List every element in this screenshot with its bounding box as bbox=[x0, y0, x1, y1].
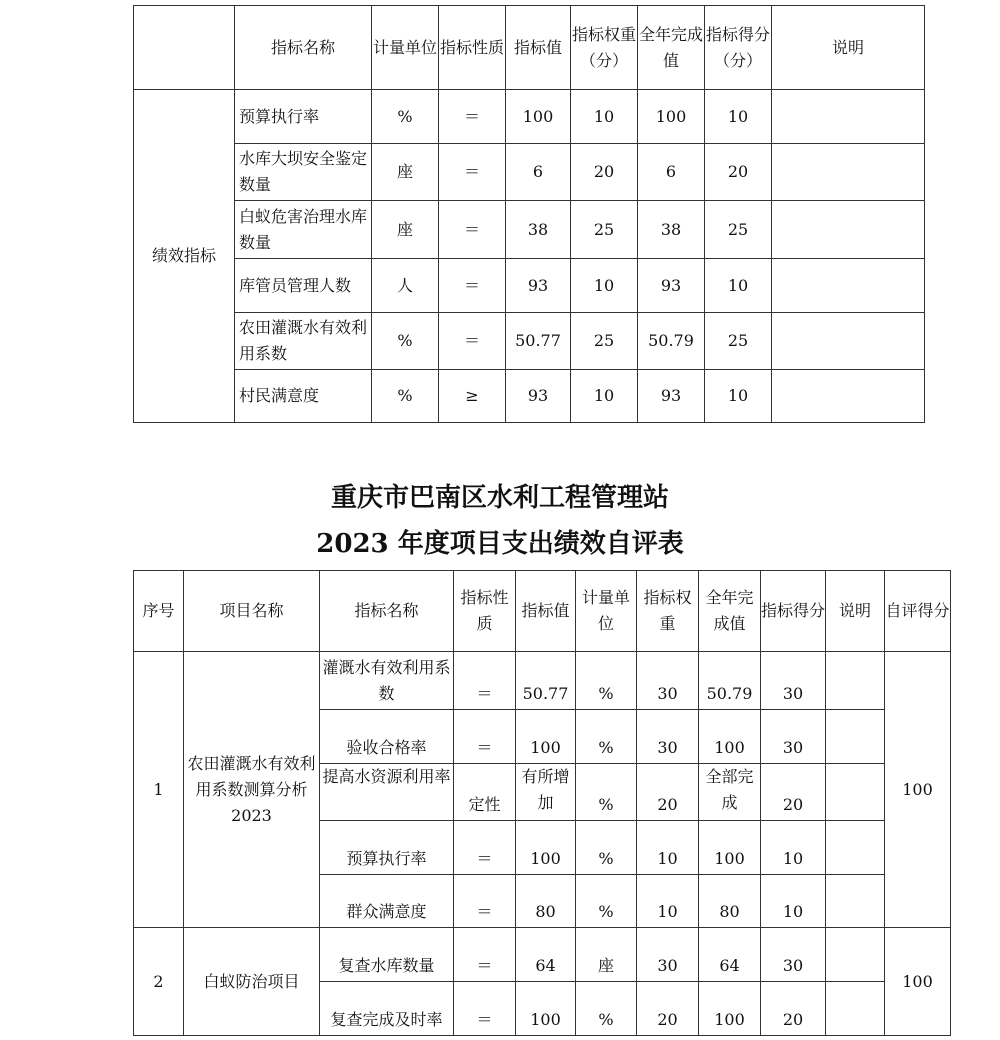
indicator-weight: 30 bbox=[637, 710, 699, 764]
indicator-weight: 20 bbox=[637, 764, 699, 821]
project-self-score: 100 bbox=[885, 928, 951, 1036]
indicator-value: 50.77 bbox=[506, 313, 571, 370]
indicator-weight: 10 bbox=[571, 90, 638, 144]
table1-header-score: 指标得分（分） bbox=[705, 6, 772, 90]
indicator-score: 20 bbox=[705, 144, 772, 201]
header-note: 说明 bbox=[826, 571, 885, 652]
indicator-unit: % bbox=[372, 313, 439, 370]
indicator-weight: 30 bbox=[637, 652, 699, 710]
indicator-done: 100 bbox=[699, 710, 761, 764]
indicator-note bbox=[772, 90, 925, 144]
indicator-name: 复查完成及时率 bbox=[320, 982, 454, 1036]
table-row bbox=[134, 370, 925, 423]
indicator-value: 50.77 bbox=[516, 652, 576, 710]
indicator-done: 93 bbox=[638, 370, 705, 423]
indicator-note bbox=[826, 652, 885, 710]
table2-header-row bbox=[134, 571, 951, 652]
indicator-name: 白蚁危害治理水库数量 bbox=[235, 201, 372, 259]
indicator-note bbox=[826, 764, 885, 821]
indicator-unit: % bbox=[576, 652, 637, 710]
indicator-weight: 20 bbox=[571, 144, 638, 201]
table1-header-name: 指标名称 bbox=[235, 6, 372, 90]
table1-header-value: 指标值 bbox=[506, 6, 571, 90]
indicator-weight: 10 bbox=[637, 875, 699, 928]
project-evaluation-table bbox=[133, 570, 951, 1036]
project-self-score: 100 bbox=[885, 652, 951, 928]
header-weight: 指标权重 bbox=[637, 571, 699, 652]
indicator-note bbox=[826, 982, 885, 1036]
indicator-score: 25 bbox=[705, 313, 772, 370]
indicator-nature: ＝ bbox=[439, 201, 506, 259]
indicator-name: 预算执行率 bbox=[320, 821, 454, 875]
indicator-name: 库管员管理人数 bbox=[235, 259, 372, 313]
table1-header-row bbox=[134, 6, 925, 90]
indicator-unit: 人 bbox=[372, 259, 439, 313]
indicator-weight: 25 bbox=[571, 201, 638, 259]
project-name: 白蚁防治项目 bbox=[184, 928, 320, 1036]
indicator-nature: ＝ bbox=[439, 313, 506, 370]
table1-header-done: 全年完成值 bbox=[638, 6, 705, 90]
indicator-name: 村民满意度 bbox=[235, 370, 372, 423]
indicator-done: 80 bbox=[699, 875, 761, 928]
indicator-value: 100 bbox=[516, 710, 576, 764]
indicator-note bbox=[826, 928, 885, 982]
indicator-note bbox=[772, 144, 925, 201]
indicator-weight: 10 bbox=[637, 821, 699, 875]
indicator-value: 有所增加 bbox=[516, 764, 576, 821]
performance-indicator-table bbox=[133, 5, 925, 423]
table-row bbox=[134, 652, 951, 710]
indicator-weight: 20 bbox=[637, 982, 699, 1036]
indicator-nature: ＝ bbox=[454, 821, 516, 875]
indicator-value: 93 bbox=[506, 259, 571, 313]
indicator-value: 38 bbox=[506, 201, 571, 259]
table-row bbox=[134, 144, 925, 201]
indicator-done: 38 bbox=[638, 201, 705, 259]
table1-header-weight: 指标权重（分） bbox=[571, 6, 638, 90]
indicator-score: 10 bbox=[761, 821, 826, 875]
indicator-unit: 座 bbox=[576, 928, 637, 982]
project-seq: 2 bbox=[134, 928, 184, 1036]
table-row bbox=[134, 90, 925, 144]
indicator-nature: ＝ bbox=[439, 90, 506, 144]
indicator-unit: % bbox=[576, 710, 637, 764]
indicator-name: 群众满意度 bbox=[320, 875, 454, 928]
indicator-done: 93 bbox=[638, 259, 705, 313]
indicator-name: 灌溉水有效利用系数 bbox=[320, 652, 454, 710]
indicator-name: 验收合格率 bbox=[320, 710, 454, 764]
indicator-value: 80 bbox=[516, 875, 576, 928]
indicator-score: 25 bbox=[705, 201, 772, 259]
indicator-done: 50.79 bbox=[699, 652, 761, 710]
indicator-unit: % bbox=[372, 90, 439, 144]
indicator-score: 10 bbox=[705, 90, 772, 144]
indicator-nature: ＝ bbox=[454, 652, 516, 710]
indicator-nature: ＝ bbox=[454, 710, 516, 764]
indicator-nature: ＝ bbox=[454, 875, 516, 928]
table1-header-nature: 指标性质 bbox=[439, 6, 506, 90]
indicator-score: 30 bbox=[761, 710, 826, 764]
indicator-weight: 10 bbox=[571, 370, 638, 423]
indicator-unit: 座 bbox=[372, 201, 439, 259]
indicator-value: 100 bbox=[516, 821, 576, 875]
page-title: 重庆市巴南区水利工程管理站 bbox=[330, 483, 669, 513]
indicator-note bbox=[826, 875, 885, 928]
indicator-name: 提高水资源利用率 bbox=[320, 764, 454, 821]
indicator-name: 预算执行率 bbox=[235, 90, 372, 144]
header-done: 全年完成值 bbox=[699, 571, 761, 652]
indicator-weight: 10 bbox=[571, 259, 638, 313]
header-project-name: 项目名称 bbox=[184, 571, 320, 652]
indicator-nature: ≥ bbox=[439, 370, 506, 423]
indicator-unit: 座 bbox=[372, 144, 439, 201]
table1-corner-cell bbox=[134, 6, 235, 90]
indicator-name: 水库大坝安全鉴定数量 bbox=[235, 144, 372, 201]
indicator-note bbox=[772, 259, 925, 313]
indicator-score: 30 bbox=[761, 652, 826, 710]
indicator-done: 100 bbox=[699, 982, 761, 1036]
indicator-nature: ＝ bbox=[454, 982, 516, 1036]
indicator-unit: % bbox=[576, 821, 637, 875]
indicator-name: 农田灌溉水有效利用系数 bbox=[235, 313, 372, 370]
table1-header-unit: 计量单位 bbox=[372, 6, 439, 90]
indicator-name: 复查水库数量 bbox=[320, 928, 454, 982]
indicator-done: 64 bbox=[699, 928, 761, 982]
indicator-value: 6 bbox=[506, 144, 571, 201]
indicator-note bbox=[772, 313, 925, 370]
indicator-value: 93 bbox=[506, 370, 571, 423]
project-name: 农田灌溉水有效利用系数测算分析 2023 bbox=[184, 652, 320, 928]
indicator-score: 20 bbox=[761, 982, 826, 1036]
table-row bbox=[134, 259, 925, 313]
header-unit: 计量单位 bbox=[576, 571, 637, 652]
indicator-done: 50.79 bbox=[638, 313, 705, 370]
project-seq: 1 bbox=[134, 652, 184, 928]
indicator-note bbox=[826, 821, 885, 875]
header-indicator-name: 指标名称 bbox=[320, 571, 454, 652]
indicator-value: 64 bbox=[516, 928, 576, 982]
indicator-done: 6 bbox=[638, 144, 705, 201]
indicator-weight: 30 bbox=[637, 928, 699, 982]
indicator-note bbox=[772, 370, 925, 423]
header-seq: 序号 bbox=[134, 571, 184, 652]
indicator-value: 100 bbox=[506, 90, 571, 144]
header-value: 指标值 bbox=[516, 571, 576, 652]
indicator-score: 20 bbox=[761, 764, 826, 821]
indicator-unit: % bbox=[576, 982, 637, 1036]
indicator-weight: 25 bbox=[571, 313, 638, 370]
page-subtitle: 2023 年度项目支出绩效自评表 bbox=[316, 529, 684, 559]
indicator-nature: ＝ bbox=[439, 144, 506, 201]
header-nature: 指标性质 bbox=[454, 571, 516, 652]
indicator-nature: 定性 bbox=[454, 764, 516, 821]
indicator-value: 100 bbox=[516, 982, 576, 1036]
indicator-score: 30 bbox=[761, 928, 826, 982]
header-self-score: 自评得分 bbox=[885, 571, 951, 652]
indicator-score: 10 bbox=[705, 259, 772, 313]
indicator-unit: % bbox=[576, 764, 637, 821]
indicator-score: 10 bbox=[705, 370, 772, 423]
indicator-score: 10 bbox=[761, 875, 826, 928]
indicator-note bbox=[826, 710, 885, 764]
indicator-nature: ＝ bbox=[439, 259, 506, 313]
indicator-unit: % bbox=[372, 370, 439, 423]
group-label: 绩效指标 bbox=[134, 90, 235, 423]
indicator-note bbox=[772, 201, 925, 259]
header-score: 指标得分 bbox=[761, 571, 826, 652]
indicator-done: 100 bbox=[699, 821, 761, 875]
table-row bbox=[134, 313, 925, 370]
indicator-unit: % bbox=[576, 875, 637, 928]
indicator-done: 全部完成 bbox=[699, 764, 761, 821]
indicator-nature: ＝ bbox=[454, 928, 516, 982]
table-row bbox=[134, 201, 925, 259]
table1-header-note: 说明 bbox=[772, 6, 925, 90]
table-row bbox=[134, 928, 951, 982]
indicator-done: 100 bbox=[638, 90, 705, 144]
